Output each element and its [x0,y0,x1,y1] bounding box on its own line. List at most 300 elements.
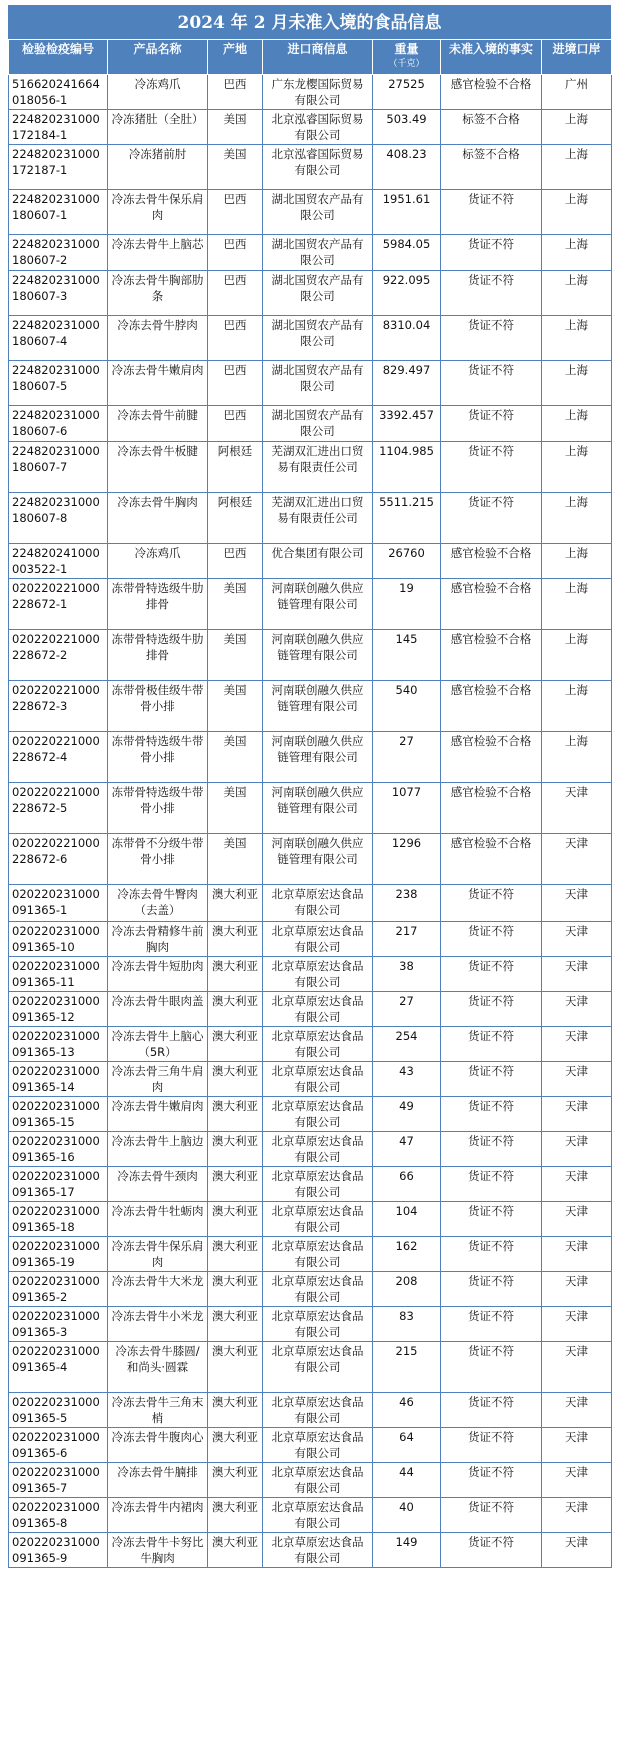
cell-product: 冷冻去骨牛膝圆/和尚头·圆霖 [108,1342,208,1393]
cell-origin: 巴西 [208,190,263,235]
cell-port: 上海 [542,732,612,783]
cell-weight: 27 [373,732,441,783]
table-row [9,1342,612,1393]
cell-importer: 优合集团有限公司 [263,544,373,579]
cell-port: 上海 [542,190,612,235]
table-row [9,1393,612,1428]
cell-origin: 阿根廷 [208,493,263,544]
cell-id: 224820231000180607-4 [9,316,108,361]
cell-origin: 阿根廷 [208,442,263,493]
cell-weight: 5984.05 [373,235,441,271]
table-row [9,922,612,957]
cell-importer: 河南联创融久供应链管理有限公司 [263,732,373,783]
table-row [9,732,612,783]
cell-origin: 美国 [208,783,263,834]
table-row [9,1533,612,1568]
cell-id: 224820231000180607-5 [9,361,108,406]
cell-id: 224820231000172187-1 [9,145,108,190]
cell-reason: 货证不符 [441,922,542,957]
cell-reason: 货证不符 [441,1393,542,1428]
cell-product: 冷冻去骨牛嫩肩肉 [108,361,208,406]
header-weight-label: 重量 [394,42,419,56]
cell-product: 冷冻去骨牛腹肉心 [108,1428,208,1463]
cell-weight: 408.23 [373,145,441,190]
cell-product: 冷冻去骨牛板腱 [108,442,208,493]
cell-id: 020220231000091365-7 [9,1463,108,1498]
cell-origin: 澳大利亚 [208,1132,263,1167]
document-page [8,5,611,1568]
cell-importer: 北京草原宏达食品有限公司 [263,957,373,992]
cell-port: 天津 [542,1027,612,1062]
cell-reason: 货证不符 [441,1428,542,1463]
cell-reason: 感官检验不合格 [441,681,542,732]
cell-reason: 货证不符 [441,957,542,992]
cell-product: 冷冻去骨牛短肋肉 [108,957,208,992]
cell-reason: 感官检验不合格 [441,630,542,681]
table-row [9,630,612,681]
cell-importer: 北京草原宏达食品有限公司 [263,1533,373,1568]
cell-importer: 河南联创融久供应链管理有限公司 [263,630,373,681]
cell-origin: 美国 [208,579,263,630]
cell-weight: 49 [373,1097,441,1132]
cell-importer: 北京草原宏达食品有限公司 [263,1237,373,1272]
cell-weight: 104 [373,1202,441,1237]
table-row [9,783,612,834]
cell-product: 冷冻去骨牛保乐肩肉 [108,1237,208,1272]
cell-weight: 829.497 [373,361,441,406]
cell-origin: 澳大利亚 [208,1533,263,1568]
cell-origin: 澳大利亚 [208,957,263,992]
cell-reason: 感官检验不合格 [441,544,542,579]
table-row [9,579,612,630]
cell-origin: 巴西 [208,361,263,406]
cell-product: 冷冻去骨牛胸肉 [108,493,208,544]
header-origin: 产地 [208,40,263,75]
cell-reason: 货证不符 [441,885,542,922]
cell-product: 冷冻鸡爪 [108,75,208,110]
cell-port: 天津 [542,834,612,885]
cell-product: 冻带骨不分级牛带骨小排 [108,834,208,885]
cell-weight: 1104.985 [373,442,441,493]
cell-weight: 1077 [373,783,441,834]
table-row [9,271,612,316]
cell-product: 冷冻去骨牛上脑心（5R） [108,1027,208,1062]
cell-importer: 北京泓睿国际贸易有限公司 [263,145,373,190]
header-weight [373,40,441,75]
cell-id: 224820231000180607-8 [9,493,108,544]
cell-product: 冷冻去骨三角牛肩肉 [108,1062,208,1097]
cell-port: 天津 [542,1272,612,1307]
cell-product: 冷冻去骨牛上脑芯 [108,235,208,271]
cell-weight: 540 [373,681,441,732]
cell-port: 上海 [542,442,612,493]
cell-origin: 巴西 [208,235,263,271]
cell-origin: 澳大利亚 [208,1463,263,1498]
cell-origin: 美国 [208,145,263,190]
cell-port: 上海 [542,110,612,145]
cell-port: 上海 [542,271,612,316]
cell-weight: 149 [373,1533,441,1568]
cell-reason: 货证不符 [441,271,542,316]
cell-origin: 澳大利亚 [208,1498,263,1533]
cell-importer: 河南联创融久供应链管理有限公司 [263,579,373,630]
table-row [9,1167,612,1202]
cell-id: 516620241664018056-1 [9,75,108,110]
table-row [9,406,612,442]
table-row [9,1202,612,1237]
table-row [9,1463,612,1498]
cell-importer: 河南联创融久供应链管理有限公司 [263,783,373,834]
cell-reason: 货证不符 [441,361,542,406]
cell-port: 上海 [542,361,612,406]
cell-weight: 1951.61 [373,190,441,235]
cell-weight: 64 [373,1428,441,1463]
cell-weight: 66 [373,1167,441,1202]
cell-weight: 19 [373,579,441,630]
cell-importer: 芜湖双汇进出口贸易有限责任公司 [263,442,373,493]
table-row [9,1132,612,1167]
cell-port: 天津 [542,1342,612,1393]
cell-port: 上海 [542,630,612,681]
cell-reason: 感官检验不合格 [441,783,542,834]
cell-port: 天津 [542,1202,612,1237]
cell-product: 冷冻猪前肘 [108,145,208,190]
table-row [9,316,612,361]
cell-origin: 澳大利亚 [208,1027,263,1062]
cell-reason: 感官检验不合格 [441,75,542,110]
cell-origin: 澳大利亚 [208,1097,263,1132]
cell-origin: 澳大利亚 [208,1342,263,1393]
cell-port: 天津 [542,1393,612,1428]
cell-origin: 美国 [208,732,263,783]
cell-id: 020220231000091365-10 [9,922,108,957]
header-product: 产品名称 [108,40,208,75]
cell-id: 020220231000091365-1 [9,885,108,922]
table-row [9,110,612,145]
cell-importer: 北京草原宏达食品有限公司 [263,1272,373,1307]
table-row [9,681,612,732]
cell-reason: 货证不符 [441,316,542,361]
cell-weight: 162 [373,1237,441,1272]
cell-reason: 感官检验不合格 [441,732,542,783]
cell-port: 广州 [542,75,612,110]
cell-port: 上海 [542,681,612,732]
cell-reason: 货证不符 [441,1202,542,1237]
cell-port: 天津 [542,1307,612,1342]
cell-id: 224820231000180607-7 [9,442,108,493]
cell-reason: 货证不符 [441,1533,542,1568]
table-row [9,1272,612,1307]
cell-product: 冷冻鸡爪 [108,544,208,579]
cell-id: 020220231000091365-15 [9,1097,108,1132]
cell-importer: 北京草原宏达食品有限公司 [263,1428,373,1463]
cell-product: 冷冻去骨牛牡蛎肉 [108,1202,208,1237]
cell-reason: 标签不合格 [441,145,542,190]
cell-origin: 巴西 [208,406,263,442]
cell-port: 上海 [542,544,612,579]
cell-reason: 货证不符 [441,1237,542,1272]
cell-origin: 澳大利亚 [208,1062,263,1097]
cell-importer: 北京草原宏达食品有限公司 [263,1202,373,1237]
table-row [9,75,612,110]
cell-product: 冷冻猪肚（全肚） [108,110,208,145]
table-row [9,1307,612,1342]
cell-reason: 货证不符 [441,190,542,235]
cell-reason: 标签不合格 [441,110,542,145]
table-row [9,1498,612,1533]
cell-weight: 40 [373,1498,441,1533]
cell-product: 冻带骨特选级牛肋排骨 [108,630,208,681]
cell-port: 天津 [542,1062,612,1097]
cell-port: 天津 [542,922,612,957]
cell-reason: 货证不符 [441,1498,542,1533]
cell-port: 上海 [542,145,612,190]
cell-importer: 北京草原宏达食品有限公司 [263,922,373,957]
cell-weight: 3392.457 [373,406,441,442]
cell-id: 020220231000091365-16 [9,1132,108,1167]
cell-weight: 208 [373,1272,441,1307]
cell-origin: 巴西 [208,316,263,361]
cell-weight: 1296 [373,834,441,885]
cell-origin: 澳大利亚 [208,1167,263,1202]
cell-weight: 27 [373,992,441,1027]
cell-importer: 广东龙樱国际贸易有限公司 [263,75,373,110]
cell-id: 020220221000228672-1 [9,579,108,630]
cell-weight: 238 [373,885,441,922]
cell-origin: 澳大利亚 [208,992,263,1027]
cell-reason: 货证不符 [441,1062,542,1097]
cell-importer: 北京泓睿国际贸易有限公司 [263,110,373,145]
cell-product: 冷冻去骨牛大米龙 [108,1272,208,1307]
cell-weight: 43 [373,1062,441,1097]
cell-port: 上海 [542,316,612,361]
cell-weight: 145 [373,630,441,681]
cell-importer: 北京草原宏达食品有限公司 [263,885,373,922]
cell-origin: 美国 [208,630,263,681]
cell-reason: 感官检验不合格 [441,579,542,630]
cell-importer: 湖北国贸农产品有限公司 [263,316,373,361]
cell-port: 上海 [542,406,612,442]
cell-importer: 河南联创融久供应链管理有限公司 [263,834,373,885]
cell-origin: 巴西 [208,75,263,110]
cell-product: 冷冻去骨精修牛前胸肉 [108,922,208,957]
table-row [9,957,612,992]
cell-product: 冷冻去骨牛小米龙 [108,1307,208,1342]
cell-weight: 217 [373,922,441,957]
cell-importer: 北京草原宏达食品有限公司 [263,1027,373,1062]
cell-importer: 湖北国贸农产品有限公司 [263,190,373,235]
cell-origin: 美国 [208,834,263,885]
cell-id: 020220231000091365-14 [9,1062,108,1097]
cell-port: 上海 [542,493,612,544]
cell-importer: 湖北国贸农产品有限公司 [263,406,373,442]
table-title: 2024 年 2 月未准入境的食品信息 [8,5,611,39]
cell-product: 冷冻去骨牛臀肉（去盖） [108,885,208,922]
cell-product: 冷冻去骨牛三角末梢 [108,1393,208,1428]
table-row [9,493,612,544]
table-row [9,1062,612,1097]
cell-product: 冻带骨特选级牛肋排骨 [108,579,208,630]
cell-port: 天津 [542,1237,612,1272]
cell-product: 冷冻去骨牛上脑边 [108,1132,208,1167]
cell-origin: 澳大利亚 [208,1428,263,1463]
food-table [8,39,612,1568]
cell-id: 020220221000228672-2 [9,630,108,681]
cell-port: 天津 [542,1097,612,1132]
cell-port: 上海 [542,579,612,630]
cell-origin: 澳大利亚 [208,1272,263,1307]
header-importer: 进口商信息 [263,40,373,75]
table-body [9,75,612,1568]
cell-port: 天津 [542,1533,612,1568]
cell-importer: 湖北国贸农产品有限公司 [263,235,373,271]
cell-weight: 27525 [373,75,441,110]
cell-product: 冻带骨特选级牛带骨小排 [108,732,208,783]
cell-reason: 感官检验不合格 [441,834,542,885]
cell-id: 020220231000091365-9 [9,1533,108,1568]
cell-product: 冷冻去骨牛卡努比牛胸肉 [108,1533,208,1568]
table-row [9,544,612,579]
cell-id: 020220231000091365-19 [9,1237,108,1272]
header-port: 进境口岸 [542,40,612,75]
table-row [9,1237,612,1272]
cell-id: 224820241000003522-1 [9,544,108,579]
cell-port: 天津 [542,1498,612,1533]
cell-reason: 货证不符 [441,1342,542,1393]
cell-id: 020220231000091365-18 [9,1202,108,1237]
cell-weight: 215 [373,1342,441,1393]
cell-reason: 货证不符 [441,235,542,271]
cell-id: 020220231000091365-4 [9,1342,108,1393]
cell-port: 天津 [542,1167,612,1202]
cell-reason: 货证不符 [441,992,542,1027]
header-row [9,40,612,75]
cell-origin: 澳大利亚 [208,1307,263,1342]
cell-id: 020220221000228672-4 [9,732,108,783]
cell-importer: 湖北国贸农产品有限公司 [263,361,373,406]
cell-id: 020220231000091365-5 [9,1393,108,1428]
cell-weight: 26760 [373,544,441,579]
cell-id: 224820231000180607-3 [9,271,108,316]
cell-product: 冷冻去骨牛颈肉 [108,1167,208,1202]
cell-importer: 北京草原宏达食品有限公司 [263,1342,373,1393]
cell-product: 冷冻去骨牛内裙肉 [108,1498,208,1533]
cell-id: 020220231000091365-12 [9,992,108,1027]
cell-weight: 47 [373,1132,441,1167]
cell-weight: 83 [373,1307,441,1342]
cell-reason: 货证不符 [441,1463,542,1498]
table-row [9,361,612,406]
cell-origin: 澳大利亚 [208,1237,263,1272]
table-row [9,1027,612,1062]
cell-importer: 北京草原宏达食品有限公司 [263,1393,373,1428]
table-row [9,885,612,922]
cell-weight: 503.49 [373,110,441,145]
cell-port: 天津 [542,1132,612,1167]
cell-importer: 北京草原宏达食品有限公司 [263,1463,373,1498]
cell-product: 冷冻去骨牛眼肉盖 [108,992,208,1027]
table-row [9,1097,612,1132]
cell-origin: 澳大利亚 [208,922,263,957]
cell-reason: 货证不符 [441,442,542,493]
cell-id: 020220231000091365-3 [9,1307,108,1342]
header-reason: 未准入境的事实 [441,40,542,75]
cell-id: 224820231000180607-2 [9,235,108,271]
cell-origin: 澳大利亚 [208,885,263,922]
cell-id: 224820231000180607-6 [9,406,108,442]
cell-product: 冷冻去骨牛脖肉 [108,316,208,361]
cell-weight: 44 [373,1463,441,1498]
cell-weight: 38 [373,957,441,992]
cell-product: 冷冻去骨牛前腱 [108,406,208,442]
cell-origin: 巴西 [208,544,263,579]
cell-id: 020220231000091365-17 [9,1167,108,1202]
table-row [9,235,612,271]
cell-weight: 8310.04 [373,316,441,361]
cell-importer: 北京草原宏达食品有限公司 [263,1132,373,1167]
cell-importer: 北京草原宏达食品有限公司 [263,1498,373,1533]
cell-reason: 货证不符 [441,1027,542,1062]
cell-importer: 湖北国贸农产品有限公司 [263,271,373,316]
cell-importer: 北京草原宏达食品有限公司 [263,1167,373,1202]
cell-importer: 北京草原宏达食品有限公司 [263,992,373,1027]
cell-port: 天津 [542,885,612,922]
table-row [9,834,612,885]
cell-id: 020220231000091365-11 [9,957,108,992]
cell-reason: 货证不符 [441,1167,542,1202]
header-id: 检验检疫编号 [9,40,108,75]
cell-product: 冷冻去骨牛腩排 [108,1463,208,1498]
cell-reason: 货证不符 [441,1132,542,1167]
cell-origin: 澳大利亚 [208,1202,263,1237]
cell-product: 冻带骨极佳级牛带骨小排 [108,681,208,732]
header-weight-unit: （千克） [388,59,425,69]
cell-product: 冷冻去骨牛胸部肋条 [108,271,208,316]
cell-weight: 5511.215 [373,493,441,544]
cell-weight: 922.095 [373,271,441,316]
cell-port: 上海 [542,235,612,271]
cell-id: 020220231000091365-13 [9,1027,108,1062]
cell-origin: 巴西 [208,271,263,316]
cell-reason: 货证不符 [441,1272,542,1307]
cell-reason: 货证不符 [441,1307,542,1342]
cell-port: 天津 [542,992,612,1027]
cell-id: 020220231000091365-6 [9,1428,108,1463]
cell-importer: 北京草原宏达食品有限公司 [263,1307,373,1342]
cell-port: 天津 [542,957,612,992]
cell-port: 天津 [542,1428,612,1463]
cell-id: 020220231000091365-8 [9,1498,108,1533]
cell-importer: 北京草原宏达食品有限公司 [263,1062,373,1097]
cell-importer: 芜湖双汇进出口贸易有限责任公司 [263,493,373,544]
cell-id: 020220221000228672-5 [9,783,108,834]
cell-id: 224820231000180607-1 [9,190,108,235]
cell-reason: 货证不符 [441,493,542,544]
cell-weight: 254 [373,1027,441,1062]
table-row [9,442,612,493]
cell-id: 224820231000172184-1 [9,110,108,145]
table-row [9,145,612,190]
cell-importer: 北京草原宏达食品有限公司 [263,1097,373,1132]
cell-weight: 46 [373,1393,441,1428]
cell-product: 冷冻去骨牛保乐肩肉 [108,190,208,235]
table-row [9,992,612,1027]
cell-product: 冷冻去骨牛嫩肩肉 [108,1097,208,1132]
table-row [9,190,612,235]
cell-product: 冻带骨特选级牛带骨小排 [108,783,208,834]
cell-id: 020220221000228672-3 [9,681,108,732]
cell-id: 020220221000228672-6 [9,834,108,885]
